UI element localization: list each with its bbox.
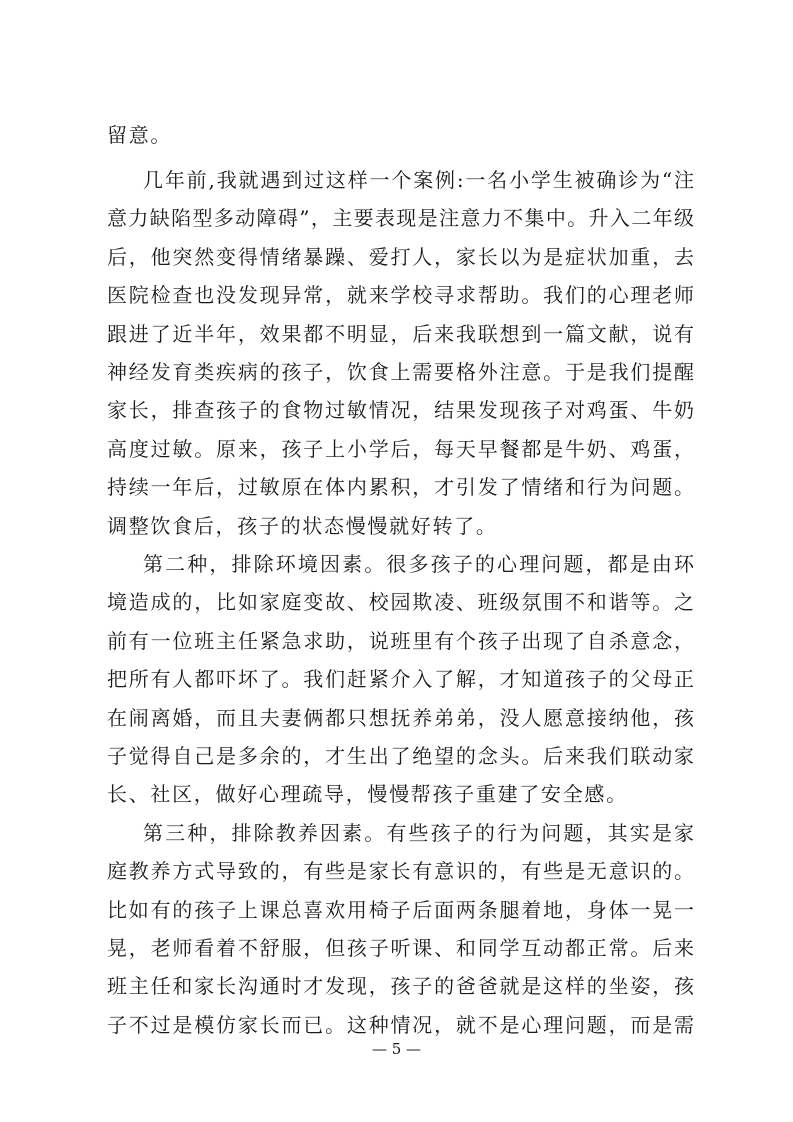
- text-line: 在闹离婚，而且夫妻俩都只想抚养弟弟，没人愿意接纳他，孩: [107, 705, 694, 730]
- text-line: 高度过敏。原来，孩子上小学后，每天早餐都是牛奶、鸡蛋，: [107, 436, 694, 461]
- text-line: 把所有人都吓坏了。我们赶紧介入了解，才知道孩子的父母正: [107, 667, 694, 692]
- page-number: — 5 —: [371, 1040, 422, 1058]
- text-line: 长、社区，做好心理疏导，慢慢帮孩子重建了安全感。: [107, 782, 628, 807]
- text-line: 庭教养方式导致的，有些是家长有意识的，有些是无意识的。: [107, 859, 694, 884]
- text-line: 前有一位班主任紧急求助，说班里有个孩子出现了自杀意念，: [107, 628, 694, 653]
- text-line: 子不过是模仿家长而已。这种情况，就不是心理问题，而是需: [107, 1012, 694, 1037]
- text-line: 调整饮食后，孩子的状态慢慢就好转了。: [107, 513, 498, 538]
- paragraph-first-line: 几年前,我就遇到过这样一个案例:一名小学生被确诊为“注: [143, 168, 694, 192]
- text-line: 境造成的，比如家庭变故、校园欺凌、班级氛围不和谐等。之: [107, 590, 694, 615]
- text-line: 神经发育类疾病的孩子，饮食上需要格外注意。于是我们提醒: [107, 360, 694, 384]
- paragraph-first-line: 第二种，排除环境因素。很多孩子的心理问题，都是由环: [143, 552, 694, 576]
- text-line: 晃，老师看着不舒服，但孩子听课、和同学互动都正常。后来: [107, 936, 694, 960]
- text-line: 留意。: [107, 123, 173, 147]
- text-line: 比如有的孩子上课总喜欢用椅子后面两条腿着地，身体一晃一: [107, 897, 694, 922]
- text-line: 家长，排查孩子的食物过敏情况，结果发现孩子对鸡蛋、牛奶: [107, 398, 694, 423]
- text-line: 子觉得自己是多余的，才生出了绝望的念头。后来我们联动家: [107, 744, 694, 768]
- text-line: 班主任和家长沟通时才发现，孩子的爸爸就是这样的坐姿，孩: [107, 974, 694, 999]
- paragraph-first-line: 第三种，排除教养因素。有些孩子的行为问题，其实是家: [143, 820, 694, 845]
- text-line: 持续一年后，过敏原在体内累积，才引发了情绪和行为问题。: [107, 475, 694, 500]
- text-line: 后，他突然变得情绪暴躁、爱打人，家长以为是症状加重，去: [107, 244, 694, 269]
- text-line: 跟进了近半年，效果都不明显，后来我联想到一篇文献，说有: [107, 321, 694, 346]
- text-line: 意力缺陷型多动障碍”，主要表现是注意力不集中。升入二年级: [107, 206, 694, 231]
- text-line: 医院检查也没发现异常，就来学校寻求帮助。我们的心理老师: [107, 283, 694, 308]
